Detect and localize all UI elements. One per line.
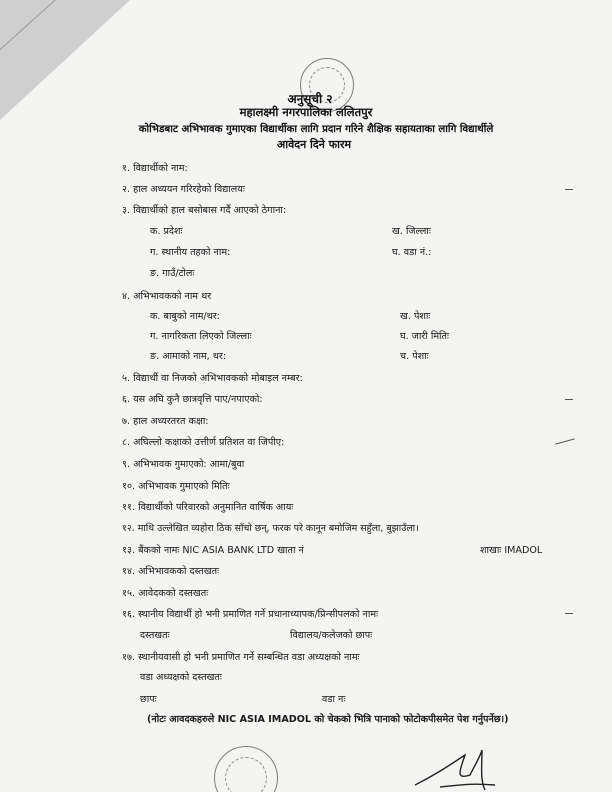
guardian-citizenship-district: ग. नागरिकता लिएको जिल्लाः	[150, 331, 252, 342]
field-annual-income: ११. विद्यार्थीको परिवारको अनुमानित वार्षिक आयः	[122, 502, 294, 513]
guardian-father: क. बाबुको नाम/थर:	[150, 311, 220, 322]
ward-chair-stamp: छापः	[140, 694, 157, 705]
bank-branch: शाखाः IMADOL	[480, 545, 543, 556]
field-current-school: २. हाल अध्ययन गरिरहेको विद्यालयः	[122, 184, 245, 195]
municipality-seal-bottom	[214, 746, 278, 792]
address-province: क. प्रदेशः	[150, 226, 183, 237]
field-mobile: ५. विद्यार्थी वा निजको अभिभावकको मोबाइल नम्बर:	[122, 373, 303, 384]
form-title-line2: आवेदन दिने फारम	[276, 138, 352, 151]
field-loss-date: १०. अभिभावक गुमाएको मितिः	[122, 481, 230, 492]
guardian-occupation2: च. पेशाः	[400, 351, 429, 362]
signature-scribble	[410, 745, 500, 792]
guardian-mother: ङ. आमाको नाम, थर:	[150, 351, 227, 362]
guardian-issue-date: घ. जारी मितिः	[400, 331, 449, 342]
field-ward-chair-certify: १७. स्थानीयवासी हो भनी प्रमाणित गर्ने सम्बन्धित वडा अध्यक्षको नामः	[122, 652, 360, 663]
field-guardian-name: ४. अभिभावकको नाम थर	[122, 291, 212, 302]
field-guardian-signature: १४. अभिभावकको दस्तखतः	[122, 566, 220, 577]
field-bank: १३. बैंकको नामः NIC ASIA BANK LTD खाता नं	[122, 545, 304, 556]
municipality-name: महालक्ष्मी नगरपालिका ललितपुर	[239, 105, 373, 119]
field-lost-guardian: ९. अभिभावक गुमाएको: आमा/बुवा	[122, 459, 245, 470]
field-applicant-signature: १५. आवेदकको दस्तखतः	[122, 588, 209, 599]
ward-chair-signature: वडा अध्यक्षको दस्तखतः	[140, 672, 222, 683]
address-ward: घ. वडा नं.:	[392, 247, 432, 258]
form-title-line1: कोभिडबाट अभिभावक गुमाएका विद्यार्थीका लागि प्रदान गरिने शैक्षिक सहायताका लागि विद्यार्थीले	[138, 124, 494, 135]
field-previous-gpa: ८. अघिल्लो कक्षाको उत्तीर्ण प्रतिशत वा जिपीए:	[122, 437, 285, 448]
note: (नोटः आवदकहरुले NIC ASIA IMADOL को चेकको भित्रि पानाको फोटोकपीसमेत पेश गर्नुपर्नेछ।)	[147, 714, 509, 725]
guardian-occupation1: ख. पेशाः	[400, 311, 431, 322]
field-current-class: ७. हाल अध्यरतरत कक्षा:	[122, 416, 209, 427]
address-tole: ङ. गाउँ/टोलः	[150, 268, 195, 279]
address-local-level: ग. स्थानीय तहको नाम:	[150, 247, 231, 258]
field-principal-certify: १६. स्थानीय विद्यार्थी हो भनी प्रमाणित गर्ने प्रधानाध्यापक/प्रिन्सीपलको नामः	[122, 609, 379, 620]
ward-chair-ward-no: वडा नः	[322, 694, 346, 705]
field-current-address: ३. विद्यार्थीको हाल बसोबास गर्दै आएको ठेगाना:	[122, 205, 287, 216]
field-scholarship: ६. यस अघि कुनै छात्रवृत्ति पाए/नपाएको:	[122, 394, 263, 405]
principal-signature: दस्तखतः	[140, 630, 170, 641]
field-student-name: १. विद्यार्थीको नाम:	[122, 163, 188, 174]
field-declaration: १२. माथि उल्लेखित व्यहोरा ठिक साँचो छन्, फरक परे कानून बमोजिम सहुँला, बुझाउँला।	[122, 523, 419, 534]
annex-label: अनुसूची २	[287, 92, 333, 106]
address-district: ख. जिल्लाः	[392, 226, 431, 237]
principal-school-stamp: विद्यालय/कलेजको छापः	[290, 630, 373, 641]
